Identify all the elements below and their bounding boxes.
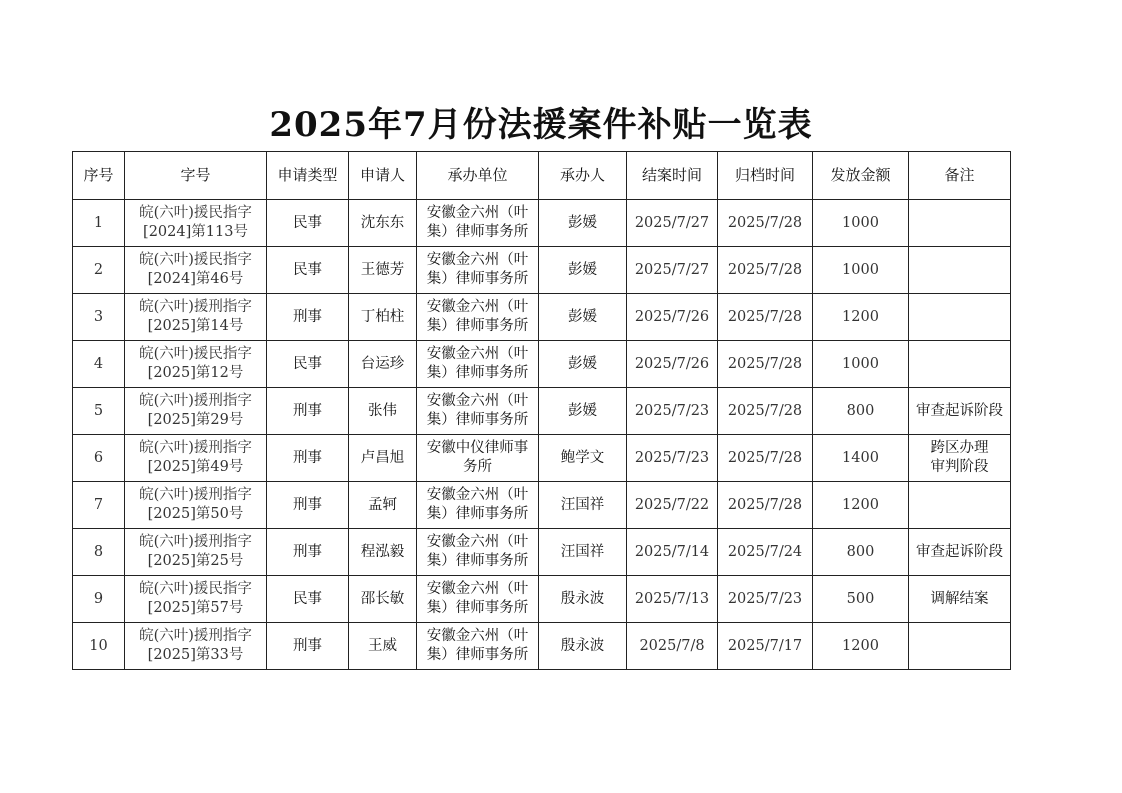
cell-organization bbox=[417, 623, 539, 670]
cell-handler bbox=[539, 341, 627, 388]
application-type-text: 刑事 bbox=[293, 637, 322, 654]
case-number-line1: 皖(六叶)援刑指字 bbox=[139, 628, 252, 644]
amount-text: 800 bbox=[846, 543, 875, 560]
applicant-text: 丁柏柱 bbox=[360, 308, 405, 325]
cell-amount bbox=[813, 435, 909, 482]
case-number-line2: [2025]第33号 bbox=[147, 647, 244, 663]
application-type-text: 刑事 bbox=[293, 543, 322, 560]
cell-application-type bbox=[267, 341, 349, 388]
handler-text: 彭媛 bbox=[568, 308, 597, 325]
application-type-text: 民事 bbox=[293, 261, 322, 278]
case-number-line2: [2025]第50号 bbox=[147, 506, 244, 522]
remarks-line1: 跨区办理 bbox=[930, 440, 989, 456]
header-applicant: 申请人 bbox=[349, 152, 417, 200]
remarks-line1: 审查起诉阶段 bbox=[916, 543, 1003, 560]
cell-handler bbox=[539, 388, 627, 435]
table-row bbox=[73, 388, 1011, 435]
cell-handler bbox=[539, 247, 627, 294]
case-number-line1: 皖(六叶)援刑指字 bbox=[139, 487, 252, 503]
cell-applicant bbox=[349, 200, 417, 247]
cell-closing-date bbox=[627, 341, 718, 388]
handler-text: 鲍学文 bbox=[560, 449, 605, 466]
organization-line2: 集）律师事务所 bbox=[426, 506, 529, 522]
archive-date-text: 2025/7/17 bbox=[727, 637, 803, 654]
case-number-line1: 皖(六叶)援刑指字 bbox=[139, 534, 252, 550]
archive-date-text: 2025/7/28 bbox=[727, 449, 803, 466]
table-row bbox=[73, 435, 1011, 482]
cell-case-number bbox=[125, 200, 267, 247]
table-row bbox=[73, 247, 1011, 294]
cell-archive-date bbox=[718, 341, 813, 388]
organization-line2: 集）律师事务所 bbox=[426, 224, 529, 240]
cell-closing-date bbox=[627, 388, 718, 435]
cell-organization bbox=[417, 294, 539, 341]
index-text: 4 bbox=[93, 355, 104, 372]
case-number-line2: [2024]第46号 bbox=[147, 271, 244, 287]
organization-line2: 集）律师事务所 bbox=[426, 365, 529, 381]
application-type-text: 刑事 bbox=[293, 496, 322, 513]
amount-text: 800 bbox=[846, 402, 875, 419]
table-row bbox=[73, 341, 1011, 388]
application-type-text: 民事 bbox=[293, 214, 322, 231]
cell-applicant bbox=[349, 341, 417, 388]
cell-case-number bbox=[125, 623, 267, 670]
organization-line1: 安徽金六州（叶 bbox=[426, 487, 529, 503]
header-application-type: 申请类型 bbox=[267, 152, 349, 200]
remarks-line2: 审判阶段 bbox=[930, 459, 989, 475]
cell-applicant bbox=[349, 623, 417, 670]
cell-archive-date bbox=[718, 435, 813, 482]
amount-text: 1200 bbox=[842, 308, 879, 325]
cell-application-type bbox=[267, 435, 349, 482]
organization-line2: 务所 bbox=[463, 459, 492, 475]
handler-text: 汪国祥 bbox=[560, 543, 605, 560]
cell-case-number bbox=[125, 435, 267, 482]
cell-applicant bbox=[349, 247, 417, 294]
archive-date-text: 2025/7/28 bbox=[727, 355, 803, 372]
cell-archive-date bbox=[718, 247, 813, 294]
cell-application-type bbox=[267, 623, 349, 670]
case-number-line2: [2024]第113号 bbox=[143, 224, 248, 240]
table-row bbox=[73, 482, 1011, 529]
cell-index bbox=[73, 576, 125, 623]
cell-application-type bbox=[267, 576, 349, 623]
cell-remarks bbox=[909, 388, 1011, 435]
header-amount: 发放金额 bbox=[813, 152, 909, 200]
applicant-text: 王威 bbox=[368, 637, 397, 654]
applicant-text: 程泓毅 bbox=[360, 543, 405, 560]
case-number-line2: [2025]第25号 bbox=[147, 553, 244, 569]
closing-date-text: 2025/7/23 bbox=[634, 402, 710, 419]
index-text: 7 bbox=[93, 496, 104, 513]
archive-date-text: 2025/7/28 bbox=[727, 261, 803, 278]
cell-archive-date bbox=[718, 482, 813, 529]
organization-line1: 安徽金六州（叶 bbox=[426, 581, 529, 597]
cell-applicant bbox=[349, 482, 417, 529]
archive-date-text: 2025/7/24 bbox=[727, 543, 803, 560]
cell-remarks bbox=[909, 576, 1011, 623]
cell-closing-date bbox=[627, 482, 718, 529]
organization-line2: 集）律师事务所 bbox=[426, 271, 529, 287]
cell-closing-date bbox=[627, 576, 718, 623]
cell-remarks bbox=[909, 247, 1011, 294]
remarks-line1: 调解结案 bbox=[930, 590, 989, 607]
index-text: 10 bbox=[89, 637, 108, 654]
archive-date-text: 2025/7/23 bbox=[727, 590, 803, 607]
cell-archive-date bbox=[718, 200, 813, 247]
cell-closing-date bbox=[627, 435, 718, 482]
cell-remarks bbox=[909, 623, 1011, 670]
handler-text: 彭媛 bbox=[568, 214, 597, 231]
cell-index bbox=[73, 200, 125, 247]
applicant-text: 卢昌旭 bbox=[360, 449, 405, 466]
application-type-text: 刑事 bbox=[293, 449, 322, 466]
application-type-text: 民事 bbox=[293, 590, 322, 607]
cell-remarks bbox=[909, 435, 1011, 482]
cell-applicant bbox=[349, 435, 417, 482]
handler-text: 彭媛 bbox=[568, 261, 597, 278]
cell-closing-date bbox=[627, 294, 718, 341]
cell-organization bbox=[417, 388, 539, 435]
organization-line1: 安徽中仪律师事 bbox=[426, 440, 529, 456]
organization-line2: 集）律师事务所 bbox=[426, 647, 529, 663]
cell-index bbox=[73, 482, 125, 529]
amount-text: 1200 bbox=[842, 637, 879, 654]
subsidy-table bbox=[72, 151, 1011, 670]
handler-text: 殷永波 bbox=[560, 637, 605, 654]
cell-organization bbox=[417, 482, 539, 529]
cell-case-number bbox=[125, 482, 267, 529]
table-row bbox=[73, 529, 1011, 576]
cell-applicant bbox=[349, 529, 417, 576]
organization-line1: 安徽金六州（叶 bbox=[426, 346, 529, 362]
cell-handler bbox=[539, 435, 627, 482]
cell-case-number bbox=[125, 529, 267, 576]
cell-handler bbox=[539, 576, 627, 623]
table-row bbox=[73, 576, 1011, 623]
cell-index bbox=[73, 435, 125, 482]
organization-line1: 安徽金六州（叶 bbox=[426, 252, 529, 268]
cell-case-number bbox=[125, 388, 267, 435]
cell-index bbox=[73, 623, 125, 670]
cell-amount bbox=[813, 529, 909, 576]
cell-remarks bbox=[909, 341, 1011, 388]
closing-date-text: 2025/7/27 bbox=[634, 214, 710, 231]
organization-line1: 安徽金六州（叶 bbox=[426, 205, 529, 221]
closing-date-text: 2025/7/13 bbox=[634, 590, 710, 607]
archive-date-text: 2025/7/28 bbox=[727, 496, 803, 513]
cell-amount bbox=[813, 623, 909, 670]
cell-application-type bbox=[267, 200, 349, 247]
applicant-text: 孟轲 bbox=[368, 496, 397, 513]
remarks-line1: 审查起诉阶段 bbox=[916, 402, 1003, 419]
cell-application-type bbox=[267, 529, 349, 576]
cell-organization bbox=[417, 247, 539, 294]
organization-line2: 集）律师事务所 bbox=[426, 412, 529, 428]
closing-date-text: 2025/7/26 bbox=[634, 355, 710, 372]
organization-line2: 集）律师事务所 bbox=[426, 318, 529, 334]
handler-text: 彭媛 bbox=[568, 402, 597, 419]
case-number-line1: 皖(六叶)援刑指字 bbox=[139, 393, 252, 409]
header-row bbox=[73, 152, 1011, 200]
header-index: 序号 bbox=[73, 152, 125, 200]
cell-handler bbox=[539, 529, 627, 576]
header-case-number: 字号 bbox=[125, 152, 267, 200]
application-type-text: 民事 bbox=[293, 355, 322, 372]
cell-amount bbox=[813, 294, 909, 341]
cell-organization bbox=[417, 200, 539, 247]
cell-organization bbox=[417, 576, 539, 623]
cell-applicant bbox=[349, 576, 417, 623]
applicant-text: 王德芳 bbox=[360, 261, 405, 278]
case-number-line1: 皖(六叶)援民指字 bbox=[139, 205, 252, 221]
cell-amount bbox=[813, 482, 909, 529]
closing-date-text: 2025/7/14 bbox=[634, 543, 710, 560]
table-row bbox=[73, 294, 1011, 341]
closing-date-text: 2025/7/27 bbox=[634, 261, 710, 278]
case-number-line1: 皖(六叶)援民指字 bbox=[139, 252, 252, 268]
cell-amount bbox=[813, 388, 909, 435]
index-text: 6 bbox=[93, 449, 104, 466]
archive-date-text: 2025/7/28 bbox=[727, 214, 803, 231]
cell-archive-date bbox=[718, 529, 813, 576]
table-row bbox=[73, 623, 1011, 670]
cell-index bbox=[73, 341, 125, 388]
table-row bbox=[73, 200, 1011, 247]
case-number-line2: [2025]第49号 bbox=[147, 459, 244, 475]
cell-handler bbox=[539, 294, 627, 341]
cell-remarks bbox=[909, 482, 1011, 529]
index-text: 3 bbox=[93, 308, 104, 325]
application-type-text: 刑事 bbox=[293, 402, 322, 419]
case-number-line1: 皖(六叶)援民指字 bbox=[139, 581, 252, 597]
cell-closing-date bbox=[627, 247, 718, 294]
cell-closing-date bbox=[627, 623, 718, 670]
cell-organization bbox=[417, 529, 539, 576]
header-organization: 承办单位 bbox=[417, 152, 539, 200]
amount-text: 1200 bbox=[842, 496, 879, 513]
closing-date-text: 2025/7/26 bbox=[634, 308, 710, 325]
organization-line1: 安徽金六州（叶 bbox=[426, 628, 529, 644]
cell-closing-date bbox=[627, 200, 718, 247]
closing-date-text: 2025/7/22 bbox=[634, 496, 710, 513]
amount-text: 500 bbox=[846, 590, 875, 607]
closing-date-text: 2025/7/8 bbox=[639, 637, 705, 654]
organization-line1: 安徽金六州（叶 bbox=[426, 393, 529, 409]
cell-organization bbox=[417, 341, 539, 388]
closing-date-text: 2025/7/23 bbox=[634, 449, 710, 466]
cell-organization bbox=[417, 435, 539, 482]
handler-text: 汪国祥 bbox=[560, 496, 605, 513]
page-title: 2025年7月份法援案件补贴一览表 bbox=[269, 105, 813, 145]
cell-amount bbox=[813, 576, 909, 623]
cell-case-number bbox=[125, 294, 267, 341]
organization-line1: 安徽金六州（叶 bbox=[426, 534, 529, 550]
header-archive-date: 归档时间 bbox=[718, 152, 813, 200]
cell-case-number bbox=[125, 247, 267, 294]
header-remarks: 备注 bbox=[909, 152, 1011, 200]
cell-archive-date bbox=[718, 294, 813, 341]
cell-application-type bbox=[267, 482, 349, 529]
index-text: 5 bbox=[93, 402, 104, 419]
cell-index bbox=[73, 247, 125, 294]
amount-text: 1000 bbox=[842, 261, 879, 278]
case-number-line2: [2025]第14号 bbox=[147, 318, 244, 334]
handler-text: 彭媛 bbox=[568, 355, 597, 372]
case-number-line1: 皖(六叶)援民指字 bbox=[139, 346, 252, 362]
cell-closing-date bbox=[627, 529, 718, 576]
application-type-text: 刑事 bbox=[293, 308, 322, 325]
cell-remarks bbox=[909, 529, 1011, 576]
header-handler: 承办人 bbox=[539, 152, 627, 200]
cell-applicant bbox=[349, 388, 417, 435]
case-number-line1: 皖(六叶)援刑指字 bbox=[139, 299, 252, 315]
organization-line2: 集）律师事务所 bbox=[426, 600, 529, 616]
cell-handler bbox=[539, 623, 627, 670]
amount-text: 1000 bbox=[842, 355, 879, 372]
archive-date-text: 2025/7/28 bbox=[727, 308, 803, 325]
cell-archive-date bbox=[718, 576, 813, 623]
cell-index bbox=[73, 529, 125, 576]
archive-date-text: 2025/7/28 bbox=[727, 402, 803, 419]
index-text: 1 bbox=[93, 214, 104, 231]
cell-index bbox=[73, 294, 125, 341]
cell-index bbox=[73, 388, 125, 435]
index-text: 2 bbox=[93, 261, 104, 278]
cell-application-type bbox=[267, 388, 349, 435]
cell-amount bbox=[813, 200, 909, 247]
cell-archive-date bbox=[718, 623, 813, 670]
amount-text: 1000 bbox=[842, 214, 879, 231]
index-text: 9 bbox=[93, 590, 104, 607]
cell-case-number bbox=[125, 341, 267, 388]
case-number-line2: [2025]第12号 bbox=[147, 365, 244, 381]
applicant-text: 邵长敏 bbox=[360, 590, 405, 607]
cell-application-type bbox=[267, 294, 349, 341]
case-number-line2: [2025]第29号 bbox=[147, 412, 244, 428]
cell-amount bbox=[813, 341, 909, 388]
amount-text: 1400 bbox=[842, 449, 879, 466]
handler-text: 殷永波 bbox=[560, 590, 605, 607]
applicant-text: 张伟 bbox=[368, 402, 397, 419]
cell-amount bbox=[813, 247, 909, 294]
cell-handler bbox=[539, 482, 627, 529]
cell-case-number bbox=[125, 576, 267, 623]
cell-remarks bbox=[909, 200, 1011, 247]
cell-handler bbox=[539, 200, 627, 247]
case-number-line1: 皖(六叶)援刑指字 bbox=[139, 440, 252, 456]
organization-line1: 安徽金六州（叶 bbox=[426, 299, 529, 315]
applicant-text: 沈东东 bbox=[360, 214, 405, 231]
header-closing-date: 结案时间 bbox=[627, 152, 718, 200]
cell-remarks bbox=[909, 294, 1011, 341]
organization-line2: 集）律师事务所 bbox=[426, 553, 529, 569]
index-text: 8 bbox=[93, 543, 104, 560]
cell-applicant bbox=[349, 294, 417, 341]
cell-archive-date bbox=[718, 388, 813, 435]
cell-application-type bbox=[267, 247, 349, 294]
applicant-text: 台运珍 bbox=[360, 355, 405, 372]
case-number-line2: [2025]第57号 bbox=[147, 600, 244, 616]
